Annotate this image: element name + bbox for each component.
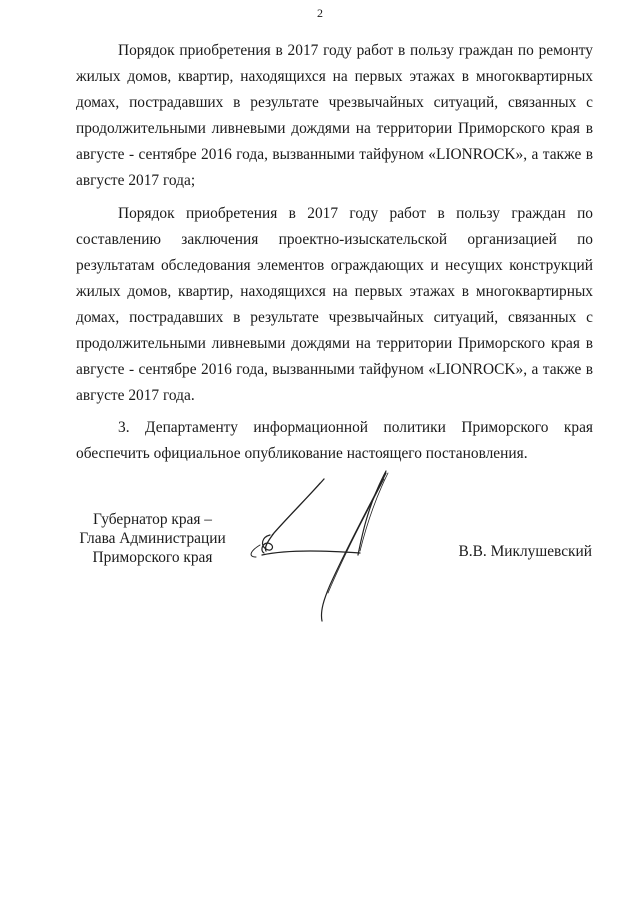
governor-title-line2: Глава Администрации [79,530,226,547]
governor-title [70,510,235,567]
document-body [76,38,593,468]
paragraph-clause-3: 3. Департаменту информационной политики Приморского края обеспечить официальное опубликование настоящего постановления. [76,419,593,463]
paragraph-repair-procedure: Порядок приобретения в 2017 году работ в пользу граждан по ремонту жилых домов, квартир, находящихся на первых этажах в многоквартирных домах, пострадавших в результате чрезвычайных ситуаций, связанных с продолжительными ливневыми дождями на территории Приморского края в августе - сентябре 2016 года, вызванными тайфуном «LIONROCK», а также в августе 2017 года; [76,42,593,190]
governor-name: В.В. Миклушевский [458,543,592,560]
governor-title-line3: Приморского края [92,549,213,566]
paragraph-survey-procedure: Порядок приобретения в 2017 году работ в пользу граждан по составлению заключения проектно-изыскательской организацией по результатам обследования элементов ограждающих и несущих конструкций жилых домов, квартир, находящихся на первых этажах в многоквартирных домах, пострадавших в результате чрезвычайных ситуаций, связанных с продолжительными ливневыми дождями на территории Приморского края в августе - сентябре 2016 года, вызванными тайфуном «LIONROCK», а также в августе 2017 года. [76,204,593,405]
governor-title-line1: Губернатор края – [92,511,212,528]
page-number: 2 [317,6,323,20]
handwritten-signature [240,465,390,625]
